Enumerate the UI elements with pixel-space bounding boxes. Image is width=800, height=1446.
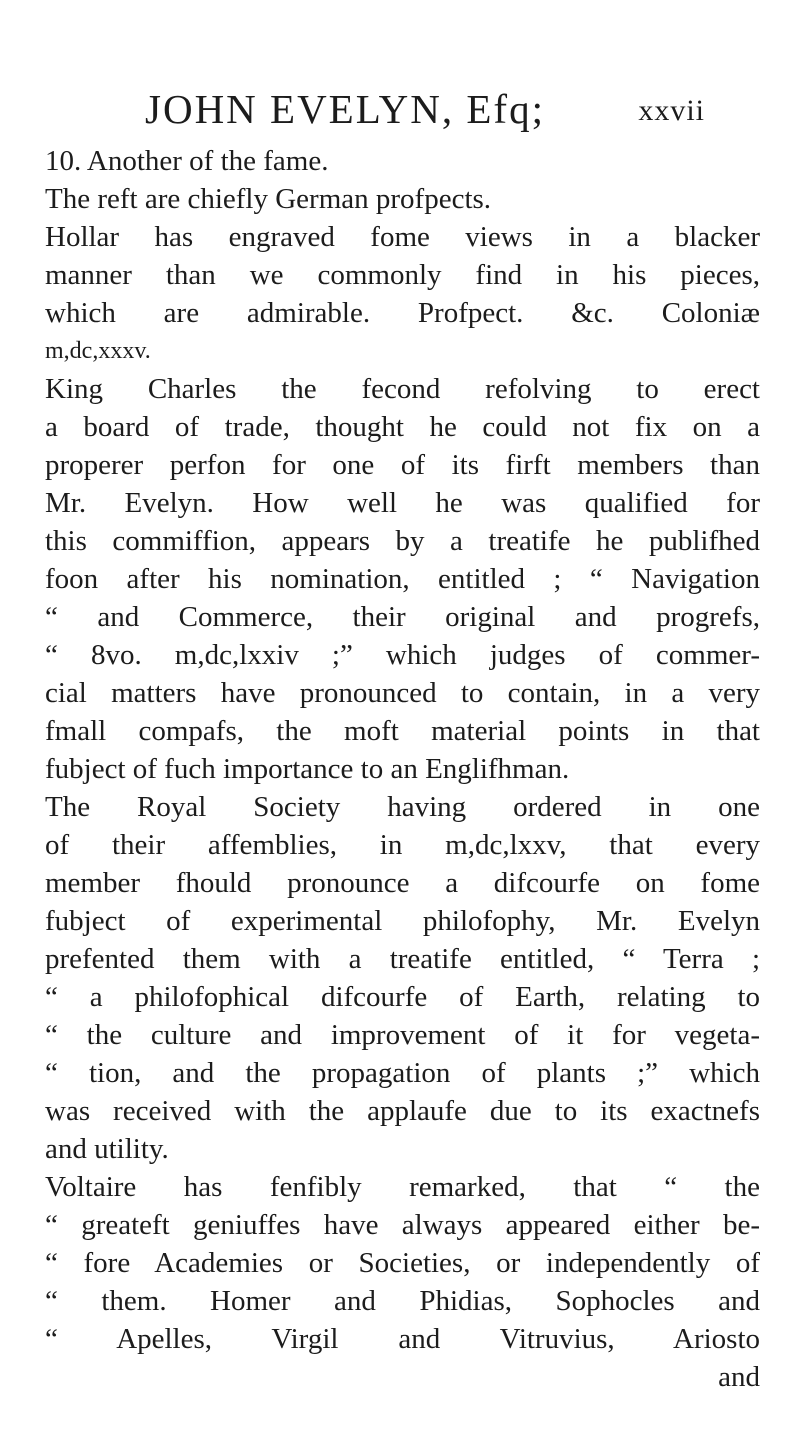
text-line: King Charles the fecond refolving to erect [45, 373, 760, 405]
text-line: fubject of fuch importance to an Englifhman. [45, 753, 570, 785]
text-line: manner than we commonly find in his pieces, [45, 259, 760, 291]
text-line: cial matters have pronounced to contain, in a very [45, 677, 760, 709]
text-line: “ fore Academies or Societies, or independently of [45, 1247, 760, 1279]
text-line: fubject of experimental philofophy, Mr. Evelyn [45, 905, 760, 937]
text-line: Mr. Evelyn. How well he was qualified for [45, 487, 760, 519]
text-line: “ Apelles, Virgil and Vitruvius, Ariosto [45, 1323, 760, 1355]
text-line: was received with the applaufe due to its exactnefs [45, 1095, 760, 1127]
text-line: The Royal Society having ordered in one [45, 791, 760, 823]
running-head [145, 84, 705, 134]
page-number: xxvii [638, 94, 705, 127]
text-line: Hollar has engraved fome views in a blacker [45, 221, 760, 253]
text-line: Voltaire has fenfibly remarked, that “ the [45, 1171, 760, 1203]
text-line: properer perfon for one of its firft members than [45, 449, 760, 481]
text-line: “ the culture and improvement of it for vegeta- [45, 1019, 760, 1051]
text-line: foon after his nomination, entitled ; “ Navigation [45, 563, 760, 595]
text-line: “ greateft geniuffes have always appeared either be- [45, 1209, 760, 1241]
running-head-title: JOHN EVELYN, Efq; [145, 86, 545, 132]
text-line: a board of trade, thought he could not fix on a [45, 411, 760, 443]
text-line: “ and Commerce, their original and progrefs, [45, 601, 760, 633]
text-line: of their affemblies, in m,dc,lxxv, that every [45, 829, 760, 861]
text-line: “ them. Homer and Phidias, Sophocles and [45, 1285, 760, 1317]
text-line: fmall compafs, the moft material points in that [45, 715, 760, 747]
text-line: which are admirable. Profpect. &c. Coloniæ [45, 297, 760, 329]
catchword: and [718, 1361, 760, 1393]
text-line: prefented them with a treatife entitled, “ Terra ; [45, 943, 760, 975]
text-line: “ a philofophical difcourfe of Earth, relating to [45, 981, 760, 1013]
text-line: “ tion, and the propagation of plants ;” which [45, 1057, 760, 1089]
text-line: m,dc,xxxv. [45, 338, 151, 364]
text-line: this commiffion, appears by a treatife he publifhed [45, 525, 760, 557]
text-line: and utility. [45, 1133, 169, 1165]
text-line: “ 8vo. m,dc,lxxiv ;” which judges of commer- [45, 639, 760, 671]
text-line: The reft are chiefly German profpects. [45, 183, 492, 215]
text-line: 10. Another of the fame. [45, 145, 329, 177]
text-line: member fhould pronounce a difcourfe on fome [45, 867, 760, 899]
